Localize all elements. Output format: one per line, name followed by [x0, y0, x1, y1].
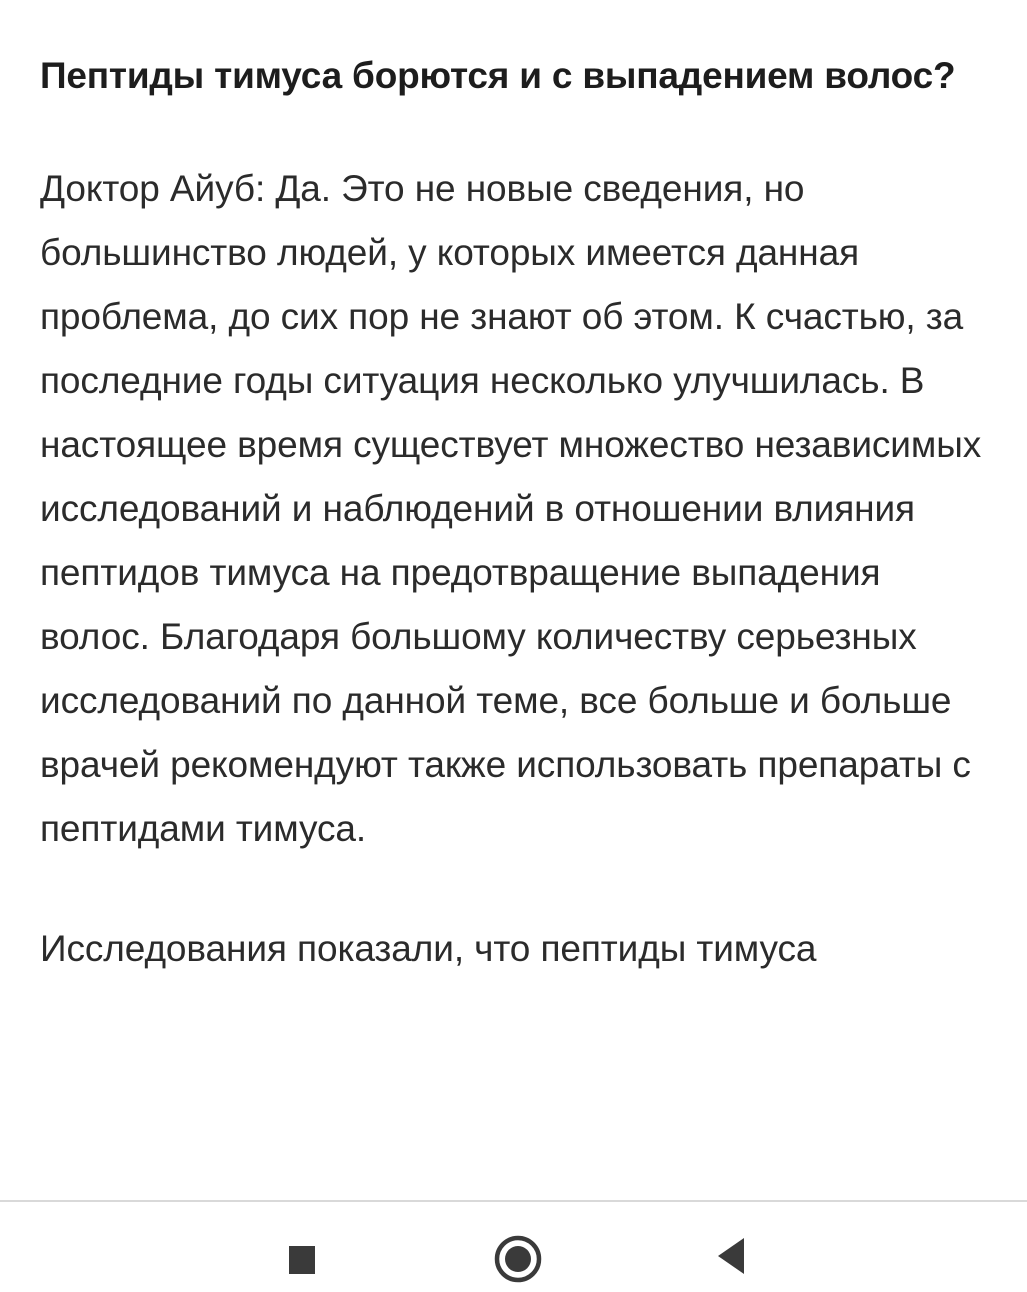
- article-content: [40, 0, 1000, 1200]
- article-paragraph: Доктор Айуб: Да. Это не новые сведения, но большинство людей, у которых имеется данная проблема, до сих пор не знают об этом. К счастью, за последние годы ситуация несколько улучшилась. В настоящее время существует множество независимых исследований и наблюдений в отношении влияния пептидов тимуса на предотвращение выпадения волос. Благодаря большому количеству серьезных исследований по данной теме, все больше и больше врачей рекомендуют также использовать препараты с пептидами тимуса.: [40, 168, 982, 849]
- square-icon: [289, 1246, 315, 1274]
- home-button[interactable]: [488, 1232, 548, 1292]
- recents-button[interactable]: [272, 1232, 332, 1292]
- triangle-back-icon: [710, 1232, 750, 1280]
- back-button[interactable]: [700, 1232, 760, 1292]
- article-heading: Пептиды тимуса борются и с выпадением волос?: [40, 55, 956, 96]
- circle-icon: [491, 1232, 545, 1286]
- article-paragraph: Исследования показали, что пептиды тимуса: [40, 928, 817, 969]
- system-navigation-bar: [0, 1202, 1027, 1280]
